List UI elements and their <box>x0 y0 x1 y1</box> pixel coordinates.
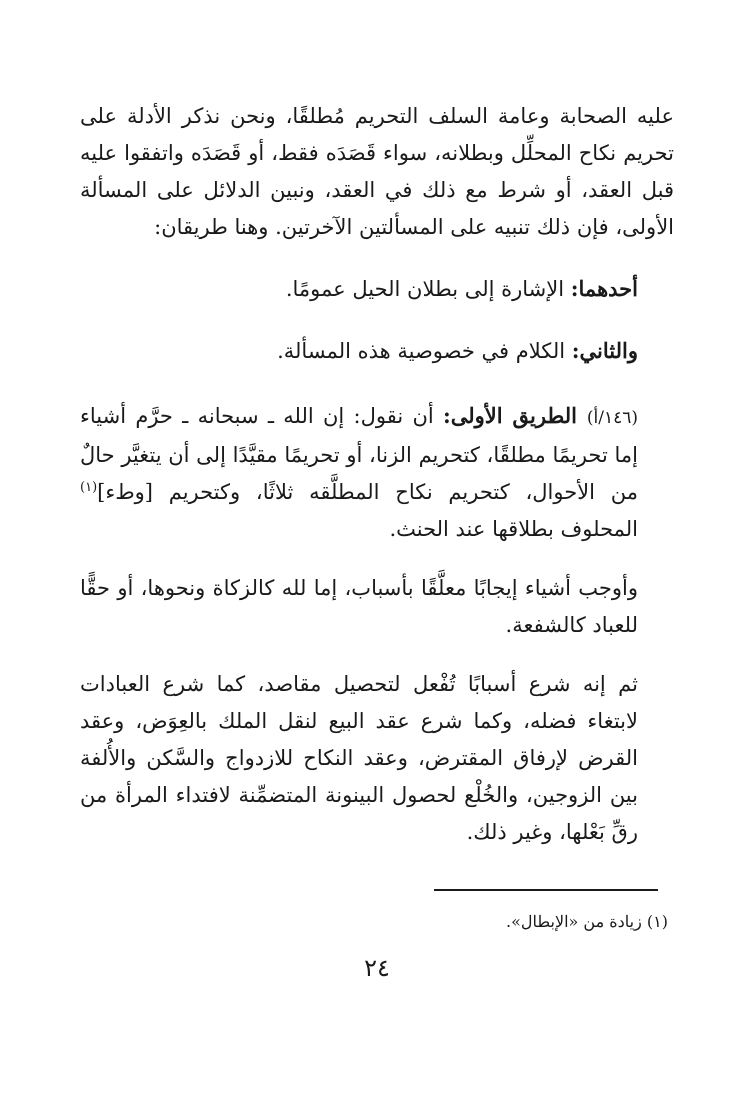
main-text <box>80 98 674 851</box>
paragraph-6: ثم إنه شرع أسبابًا تُفْعل لتحصيل مقاصد، كما شرع العبادات لابتغاء فضله، وكما شرع عقد البيع لنقل الملك بالعِوَض، وعقد القرض لإرفاق المقترض، وعقد النكاح للازدواج والسَّكن والأُلفة بين الزوجين، والخُلْع لحصول البينونة المتضمِّنة لافتداء المرأة من رقِّ بَعْلها، وغير ذلك. <box>80 672 638 844</box>
paragraph-4 <box>80 397 674 548</box>
paragraph-2-text: الإشارة إلى بطلان الحيل عمومًا. <box>285 277 571 301</box>
footnote-divider <box>434 889 658 891</box>
paragraph-3-text: الكلام في خصوصية هذه المسألة. <box>277 339 572 363</box>
paragraph-4-lead: الطريق الأولى: <box>443 403 587 428</box>
paragraph-4-text-b: المحلوف بطلاقها عند الحنث. <box>389 517 638 541</box>
paragraph-5: وأوجب أشياء إيجابًا معلَّقًا بأسباب، إما لله كالزكاة ونحوها، أو حقًّا للعباد كالشفعة. <box>80 576 638 637</box>
paragraph-2-lead: أحدهما: <box>570 276 638 301</box>
paragraph-3 <box>80 332 674 370</box>
paragraph-1: عليه الصحابة وعامة السلف التحريم مُطلقًا، ونحن نذكر الأدلة على تحريم نكاح المحلِّل وبطلانه، سواء قَصَدَه فقط، أو قَصَدَه واتفقوا عليه قبل العقد، أو شرط مع ذلك في العقد، ونبين الدلائل على المسألة الأولى، فإن ذلك تنبيه على المسألتين الآخرتين. وهنا طريقان: <box>80 104 674 239</box>
paragraph-2 <box>80 270 674 308</box>
page-number: ٢٤ <box>364 954 390 982</box>
manuscript-folio-marker: (١٤٦/أ) <box>586 408 638 428</box>
paragraph-4-text-a: أن نقول: إن الله ـ سبحانه ـ حرَّم أشياء إما تحريمًا مطلقًا، كتحريم الزنا، أو تحريمًا مقيَّدًا إلى أن يتغيَّر حالٌ من الأحوال، كتحريم نكاح المطلَّقه ثلاثًا، وكتحريم [وطء] <box>80 404 638 504</box>
footnote-reference[interactable]: (١) <box>80 480 98 495</box>
paragraph-3-lead: والثاني: <box>571 338 638 363</box>
footnote: (١) زيادة من «الإبطال». <box>506 912 668 931</box>
